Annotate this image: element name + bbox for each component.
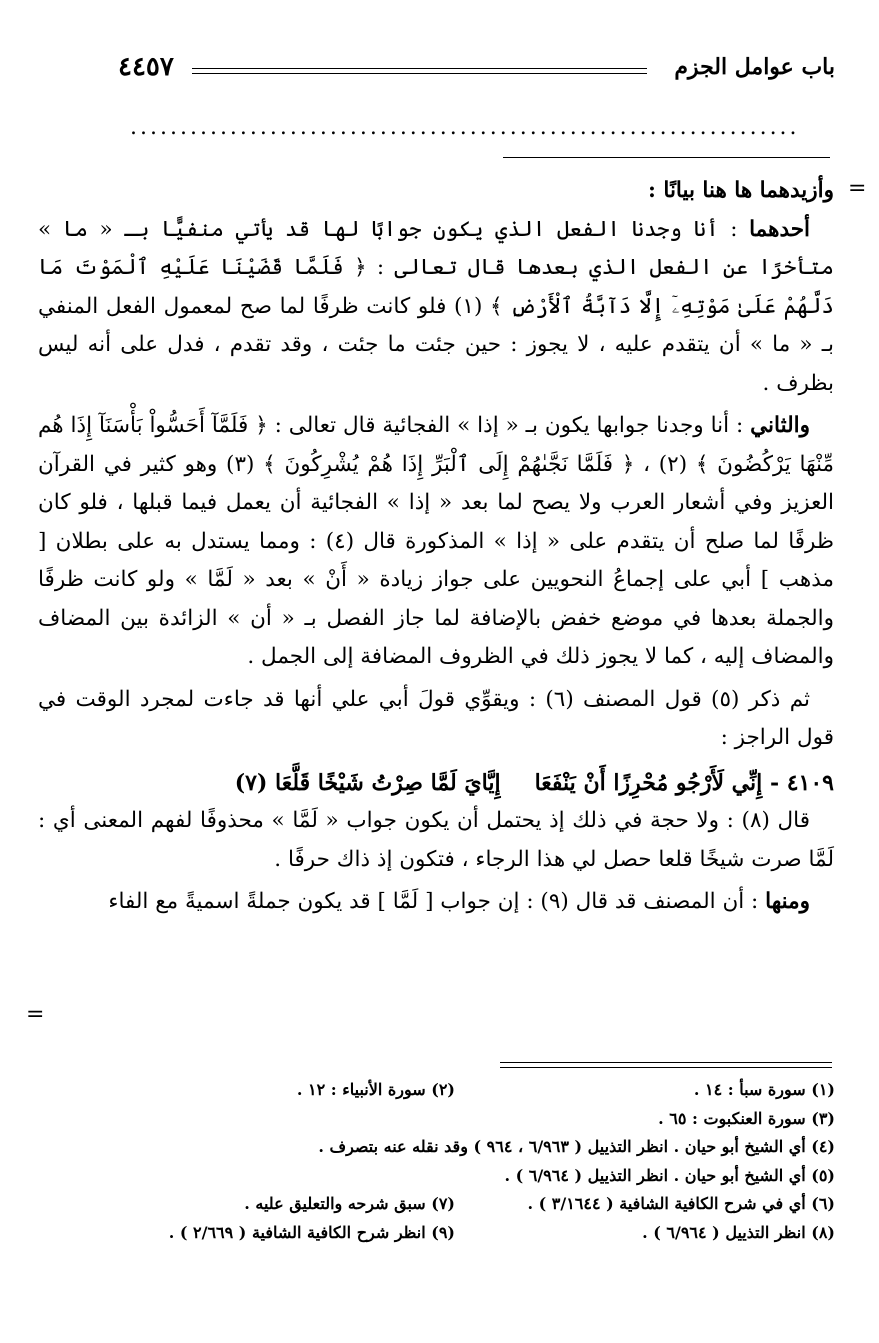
header-rule (192, 68, 647, 74)
footnote-4: (٤) أي الشيخ أبو حيان . انظر التذييل ( ٦/٩٦٣ ، ٩٦٤ ) وقد نقله عنه بتصرف . (318, 1137, 835, 1156)
continuation-mark-end: = (26, 1002, 45, 1027)
paragraph-first (38, 211, 834, 404)
paragraph-text: : أنا وجدنا الفعل الذي يكون جوابًا لها قد يأتي منفيًّا بـ « ما » متأخرًا عن الفعل الذي بعدها قال تعالى : ﴿ فَلَمَّا قَضَيْنَا عَلَيْهِ ٱلْمَوْتَ مَا دَلَّهُمْ عَلَىٰ مَوْتِهِۦٓ إِلَّا دَآبَّةُ ٱلْأَرْضِ ﴾ (١) فلو كانت ظرفًا لما صح لمعمول الفعل المنفي بـ « ما » أن يتقدم عليه ، لا يجوز : حين جئت ما جئت ، وقد تقدم ، فدل على أنه ليس بظرف . (38, 216, 834, 396)
footnote-1: (١) سورة سبأ : ١٤ . (693, 1080, 835, 1099)
footnote-row (55, 1190, 835, 1219)
footnote-5: (٥) أي الشيخ أبو حيان . انظر التذييل ( ٦/٩٦٤ ) . (504, 1165, 835, 1185)
paragraph-lead: ومنها (765, 889, 810, 914)
paragraph-fourth: قال (٨) : ولا حجة في ذلك إذ يحتمل أن يكون جواب « لَمَّا » محذوفًا لفهم المعنى أي : لَمَّا صرت شيخًا قلعا حصل لي هذا الرجاء ، فتكون إذ ذاك حرفًا . (38, 808, 834, 872)
paragraph-text: : أنا وجدنا جوابها يكون بـ « إذا » الفجائية قال تعالى : ﴿ فَلَمَّآ أَحَسُّواْ بَأْسَنَآ إِذَا هُم مِّنْهَا يَرْكُضُونَ ﴾ (٢) ، ﴿ فَلَمَّا نَجَّىٰهُمْ إِلَى ٱلْبَرِّ إِذَا هُمْ يُشْرِكُونَ ﴾ (٣) وهو كثير في القرآن العزيز وفي أشعار العرب ولا يصح لما بعد « إذا » الفجائية أن يعمل فيما قبلها ، فلو كان ظرفًا لما صلح أن يتقدم على « إذا » المذكورة قال (٤) : ومما يستدل به على بطلان [ مذهب ] أبي على إجماعُ النحويين على جواز زيادة « أَنْ » بعد « لَمَّا » ولو كانت ظرفًا والجملة بعدها في موضع خفض بالإضافة لما جاز الفصل بـ « أن » الزائدة بين المضاف والمضاف إليه ، كما لا يجوز ذلك في الظروف المضافة إلى الجمل . (38, 413, 834, 669)
omission-dots: ................................................................... (130, 118, 800, 138)
verse-first-hemistich: إِنِّي لَأَرْجُو مُحْرِزًا أَنْ يَنْفَعَا (534, 769, 763, 796)
footnote-row (55, 1219, 835, 1248)
poetry-verse (38, 764, 834, 803)
footnote-7: (٧) سبق شرحه والتعليق عليه . (244, 1194, 455, 1213)
footnote-rule (500, 1062, 832, 1063)
footnote-rule-second (500, 1067, 832, 1068)
verse-second-hemistich: إِيَّايَ لَمَّا صِرْتُ شَيْخًا قَلَّعَا (275, 769, 501, 796)
paragraph-intro: وأزيدهما ها هنا بيانًا : (647, 178, 834, 203)
footnote-2: (٢) سورة الأنبياء : ١٢ . (296, 1080, 455, 1099)
verse-number: ٤١٠٩ - (769, 769, 834, 796)
paragraph-fifth (38, 883, 834, 922)
continuation-mark-start: = (848, 176, 867, 201)
footnote-row (55, 1162, 835, 1191)
footnote-row (55, 1133, 835, 1162)
chapter-title: باب عوامل الجزم (674, 54, 835, 80)
page-number: ٤٤٥٧ (118, 52, 174, 82)
verse-footnote-ref: (٧) (234, 769, 268, 796)
paragraph-lead: والثاني (750, 413, 810, 438)
footnote-9: (٩) انظر شرح الكافية الشافية ( ٢/٦٦٩ ) . (168, 1222, 455, 1242)
paragraph-third: ثم ذكر (٥) قول المصنف (٦) : ويقوِّي قولَ أبي علي أنها قد جاءت لمجرد الوقت في قول الراجز : (38, 686, 834, 750)
main-text (38, 172, 834, 922)
footnote-6: (٦) أي في شرح الكافية الشافية ( ٣/١٦٤٤ ) . (527, 1194, 835, 1213)
footnote-8: (٨) انظر التذييل ( ٦/٩٦٤ ) . (642, 1222, 835, 1242)
footnote-3: (٣) سورة العنكبوت : ٦٥ . (658, 1108, 835, 1128)
footnote-row (55, 1076, 835, 1105)
paragraph-second (38, 407, 834, 677)
footnote-row (55, 1105, 835, 1134)
section-rule (503, 157, 830, 158)
paragraph-lead: أحدهما (749, 216, 810, 242)
running-header (118, 52, 835, 88)
paragraph-text: : أن المصنف قد قال (٩) : إن جواب [ لَمَّا ] قد يكون جملةً اسميةً مع الفاء (108, 889, 766, 914)
footnotes (55, 1076, 835, 1247)
